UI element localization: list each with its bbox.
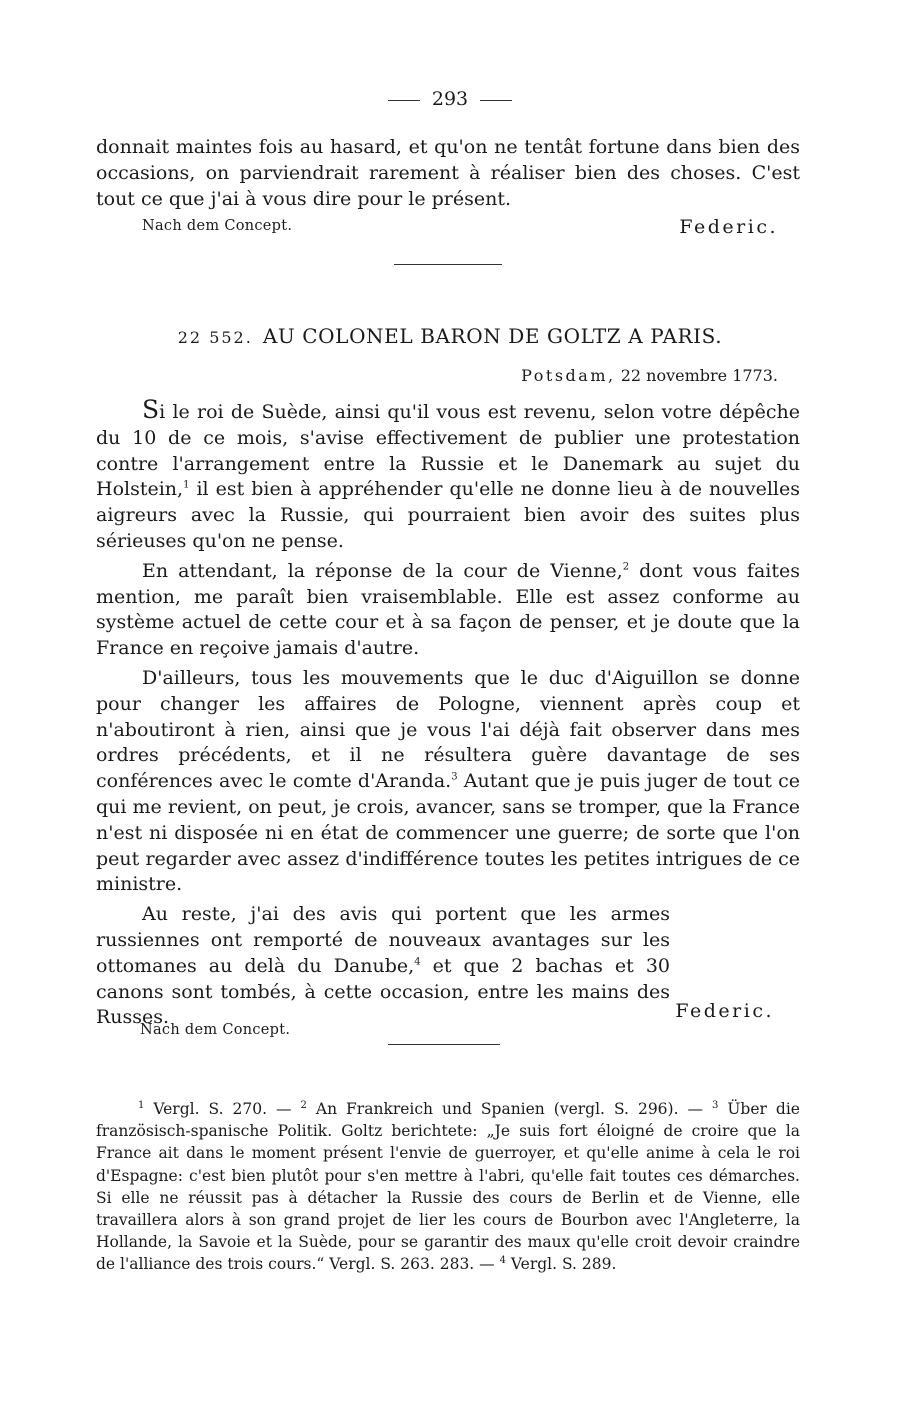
- letter-signature: Federic.: [675, 1000, 774, 1022]
- letter-date: 22 novembre 1773.: [620, 366, 778, 385]
- end-rule: [388, 1044, 500, 1045]
- header-dash-right: [480, 100, 512, 101]
- footnote-1: Vergl. S. 270. —: [144, 1100, 301, 1118]
- footnotes: [96, 1098, 800, 1276]
- footnote-2: An Frankreich und Spanien (vergl. S. 296). —: [306, 1100, 712, 1118]
- letter-dateline: [521, 366, 778, 385]
- footnote-block: [96, 1098, 800, 1276]
- page-header: [0, 88, 900, 110]
- separator-rule: [394, 264, 502, 265]
- letter-heading: [0, 324, 900, 348]
- paragraph-3-text-b: Autant que je puis juger de tout ce qui me revient, on peut, je crois, avancer, sans se tromper, que la France n'est ni disposée ni en état de commencer une guerre; de sorte que l'on peut regarder avec assez d'indifférence toutes les petites intrigues de ce ministre.: [96, 770, 800, 896]
- paragraph-2-text-a: En attendant, la réponse de la cour de Vienne,: [142, 559, 623, 582]
- paragraph-1-text: i le roi de Suède, ainsi qu'il vous est revenu, selon votre dépêche du 10 de ce mois, s'avise effectivement de publier une protestation contre l'arrangement entre la Russie et le Danemark au sujet du Holstein,: [96, 401, 800, 501]
- initial-letter: S: [142, 395, 160, 424]
- footnote-mark-3: 3: [712, 1099, 719, 1111]
- continuation-signature: Federic.: [679, 216, 778, 238]
- footnote-3: Über die französisch-spanische Politik. Goltz berichtete: „Je suis fort éloigné de croire que la France ait dans le moment présent l'envie de guerroyer, et qu'elle anime à cela le roi d'Espagne: c'est bien plutôt pour s'en mettre à l'abri, qu'elle fait toutes ces démarches. Si elle ne réussit pas à détacher la Russie des cours de Berlin et de Vienne, elle travaillera alors à son grand projet de lier les cours de Bourbon avec l'Angleterre, la Hollande, la Savoie et la Suède, pour se garantir des maux qu'elle croit devoir craindre de l'alliance des trois cours.“ Vergl. S. 263. 283. —: [96, 1100, 800, 1274]
- continuation-source-note: Nach dem Concept.: [142, 218, 293, 234]
- paragraph-3: [96, 666, 800, 898]
- letter-number: 22 552.: [177, 328, 253, 347]
- footnote-ref-3: 3: [451, 771, 458, 783]
- paragraph-2-text-b: dont vous faites mention, me paraît bien vraisemblable. Elle est assez conforme au système actuel de cette cour et à sa façon de penser, et je doute que la France en reçoive jamais d'autre.: [96, 559, 800, 660]
- paragraph-1: [96, 397, 800, 555]
- footnote-ref-1: 1: [183, 480, 190, 492]
- letter-place: Potsdam,: [521, 366, 616, 385]
- footnote-ref-2: 2: [622, 561, 630, 573]
- footnote-ref-4: 4: [414, 956, 421, 968]
- footnote-mark-2: 2: [300, 1099, 307, 1111]
- letter-title: AU COLONEL BARON DE GOLTZ A PARIS.: [262, 324, 723, 348]
- paragraph-2: [96, 559, 800, 662]
- paragraph-4-text-a: Au reste, j'ai des avis qui portent que les armes russiennes ont remporté de nouveaux avantages sur les ottomanes au delà du Danube,: [96, 903, 670, 977]
- continuation-text: donnait maintes fois au hasard, et qu'on ne tentât fortune dans bien des occasions, on parviendrait rarement à réaliser bien des choses. C'est tout ce que j'ai à vous dire pour le présent.: [96, 136, 800, 210]
- footnote-4: Vergl. S. 289.: [505, 1255, 617, 1274]
- letter-source-note: Nach dem Concept.: [140, 1022, 291, 1038]
- footnote-mark-1: 1: [138, 1099, 145, 1111]
- header-dash-left: [388, 100, 420, 101]
- continuation-paragraph: [96, 135, 800, 212]
- footnote-mark-4: 4: [499, 1255, 506, 1267]
- paragraph-4-text-b: et que 2 bachas et 30 canons sont tombés, à cette occasion, entre les mains des Russes.: [96, 954, 671, 1029]
- letter-body: [96, 397, 800, 1031]
- paragraph-1-end: il est bien à appréhender qu'elle ne donne lieu à de nouvelles aigreurs avec la Russie, qui pourraient bien avoir des suites plus sérieuses qu'on ne pense.: [96, 478, 800, 552]
- paragraph-3-text-a: D'ailleurs, tous les mouvements que le duc d'Aiguillon se donne pour changer les affaires de Pologne, viennent après coup et n'aboutiront à rien, ainsi que je vous l'ai déjà fait observer dans mes ordres précédents, et il ne résultera guère davantage de ses conférences avec le comte d'Aranda.: [96, 666, 800, 793]
- page-number: 293: [431, 88, 469, 110]
